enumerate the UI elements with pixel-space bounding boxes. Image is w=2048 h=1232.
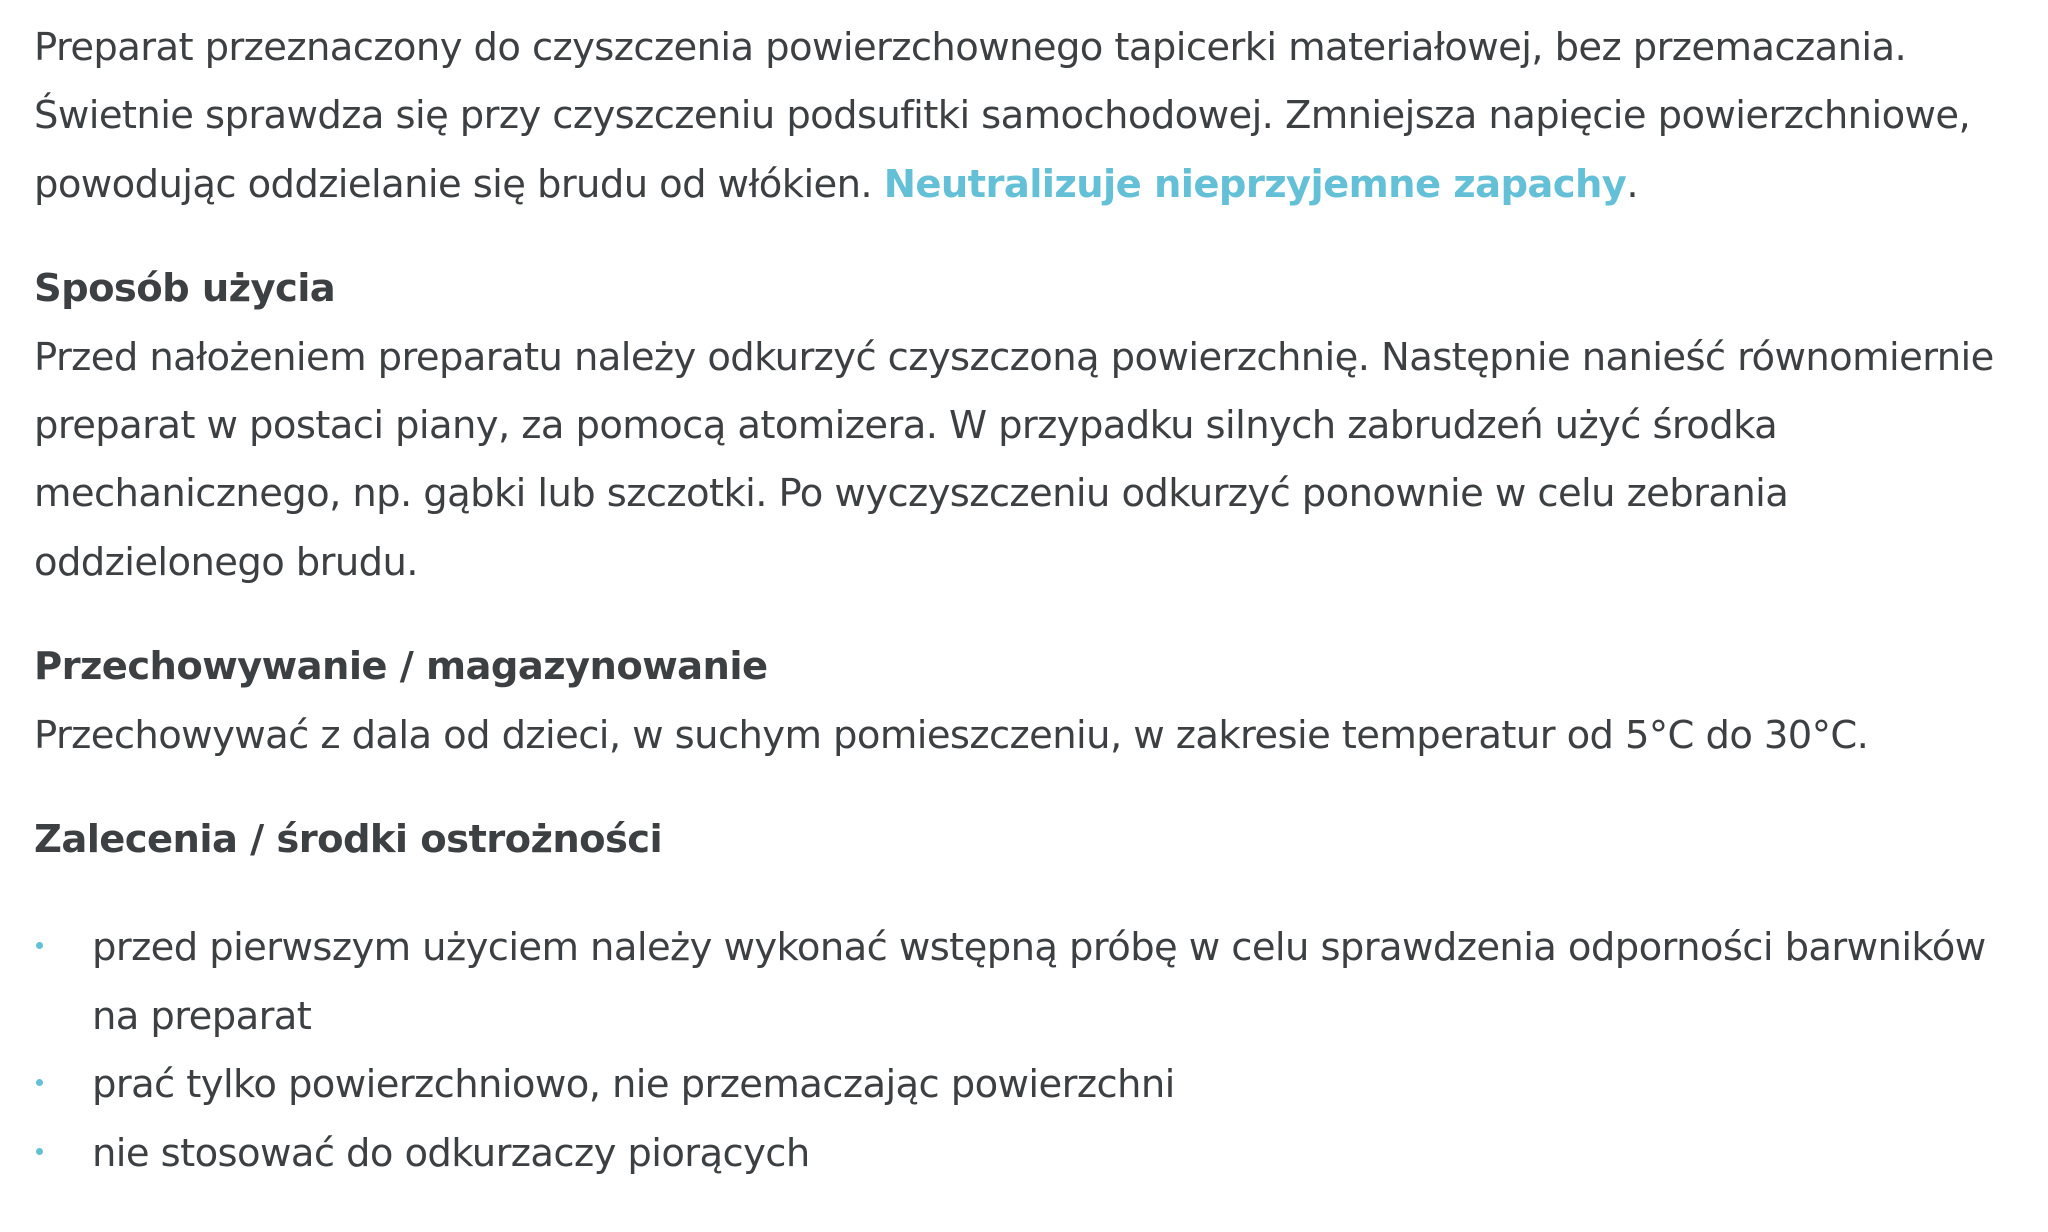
bullet-icon bbox=[36, 1148, 43, 1155]
storage-body: Przechowywać z dala od dzieci, w suchym pomieszczeniu, w zakresie temperatur od 5°C do 30°C. bbox=[34, 712, 1869, 758]
list-item-text: prać tylko powierzchniowo, nie przemaczając powierzchni bbox=[92, 1062, 1175, 1108]
storage-section bbox=[34, 633, 2024, 770]
precautions-section bbox=[34, 806, 2024, 1188]
bullet-icon bbox=[36, 1079, 43, 1086]
usage-section bbox=[34, 255, 2024, 597]
list-item-text: nie stosować do odkurzaczy piorących bbox=[92, 1130, 810, 1176]
list-item bbox=[34, 1051, 2024, 1119]
list-item-text: przed pierwszym użyciem należy wykonać wstępną próbę w celu sprawdzenia odporności barwników na preparat bbox=[92, 925, 1986, 1039]
list-item bbox=[34, 1120, 2024, 1188]
list-item bbox=[34, 914, 2024, 1051]
precautions-heading: Zalecenia / środki ostrożności bbox=[34, 817, 663, 863]
highlight-text: Neutralizuje nieprzyjemne zapachy bbox=[883, 161, 1627, 207]
storage-heading: Przechowywanie / magazynowanie bbox=[34, 644, 768, 690]
usage-body: Przed nałożeniem preparatu należy odkurzyć czyszczoną powierzchnię. Następnie nanieść równomiernie preparat w postaci piany, za pomocą atomizera. W przypadku silnych zabrudzeń użyć środka mechanicznego, np. gąbki lub szczotki. Po wyczyszczeniu odkurzyć ponownie w celu zebrania oddzielonego brudu. bbox=[34, 334, 1994, 585]
intro-paragraph bbox=[34, 14, 2024, 219]
precautions-list bbox=[34, 914, 2024, 1188]
intro-text-end: . bbox=[1626, 161, 1638, 207]
bullet-icon bbox=[36, 942, 43, 949]
usage-heading: Sposób użycia bbox=[34, 266, 336, 312]
intro-text: Preparat przeznaczony do czyszczenia powierzchownego tapicerki materiałowej, bez przemaczania. Świetnie sprawdza się przy czyszczeniu podsufitki samochodowej. Zmniejsza napięcie powierzchniowe, powodując oddzielanie się brudu od włókien. bbox=[34, 25, 1971, 207]
product-description bbox=[34, 14, 2024, 1224]
